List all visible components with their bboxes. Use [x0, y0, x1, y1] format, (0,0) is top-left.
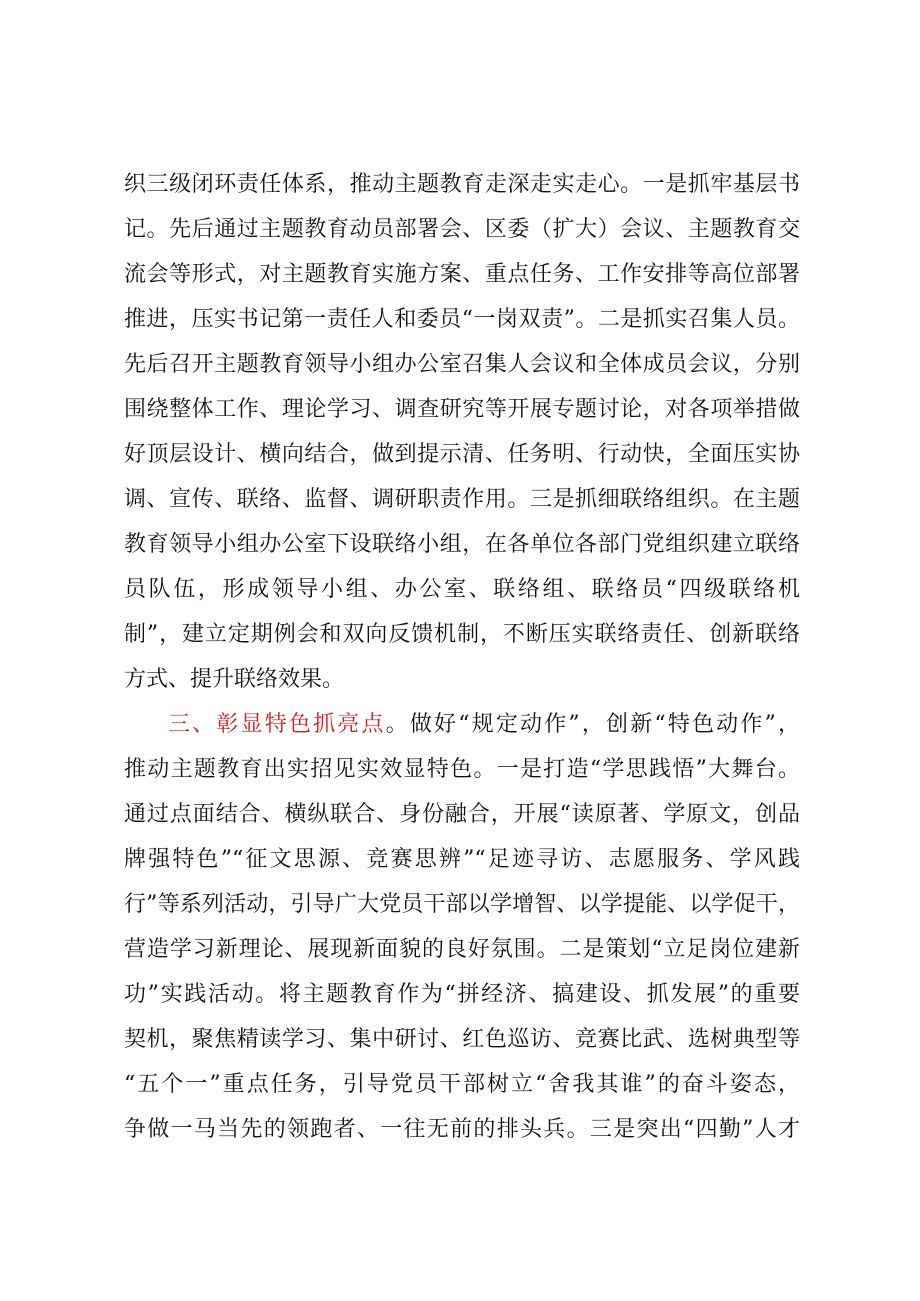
paragraph-line: 制”，建立定期例会和双向反馈机制，不断压实联络责任、创新联络 — [124, 622, 800, 647]
paragraph-line: 调、宣传、联络、监督、调研职责作用。三是抓细联络组织。在主题 — [124, 487, 800, 512]
paragraph-line: 契机，聚焦精读学习、集中研讨、红色巡访、竞赛比武、选树典型等 — [124, 1027, 800, 1052]
paragraph-line: 好顶层设计、横向结合，做到提示清、任务明、行动快，全面压实协 — [124, 442, 800, 467]
paragraph-1 — [124, 162, 800, 702]
paragraph-line: 教育领导小组办公室下设联络小组，在各单位各部门党组织建立联络 — [124, 532, 800, 557]
paragraph-line: 围绕整体工作、理论学习、调查研究等开展专题讨论，对各项举措做 — [124, 397, 800, 422]
paragraph-line: 行”等系列活动，引导广大党员干部以学增智、以学提能、以学促干， — [124, 892, 800, 917]
heading-line-text: 。做好“规定动作”，创新“特色动作”， — [385, 712, 800, 737]
paragraph-first-line — [124, 702, 800, 747]
paragraph-line: “五个一”重点任务，引导党员干部树立“舍我其谁”的奋斗姿态， — [124, 1072, 800, 1097]
paragraph-line: 织三级闭环责任体系，推动主题教育走深走实走心。一是抓牢基层书 — [124, 172, 800, 197]
paragraph-line: 功”实践活动。将主题教育作为“拼经济、搞建设、抓发展”的重要 — [124, 982, 800, 1007]
paragraph-line: 流会等形式，对主题教育实施方案、重点任务、工作安排等高位部署 — [124, 262, 800, 287]
paragraph-line: 推动主题教育出实招见实效显特色。一是打造“学思践悟”大舞台。 — [124, 757, 800, 782]
section-heading: 三、彰显特色抓亮点 — [168, 712, 386, 737]
paragraph-line: 通过点面结合、横纵联合、身份融合，开展“读原著、学原文，创品 — [124, 802, 800, 827]
paragraph-line: 牌强特色”“征文思源、竞赛思辨”“足迹寻访、志愿服务、学风践 — [124, 847, 800, 872]
paragraph-line: 推进，压实书记第一责任人和委员“一岗双责”。二是抓实召集人员。 — [124, 307, 800, 332]
paragraph-line: 员队伍，形成领导小组、办公室、联络组、联络员“四级联络机 — [124, 577, 800, 602]
paragraph-line: 方式、提升联络效果。 — [124, 667, 345, 692]
paragraph-line: 先后召开主题教育领导小组办公室召集人会议和全体成员会议，分别 — [124, 352, 800, 377]
paragraph-line: 记。先后通过主题教育动员部署会、区委（扩大）会议、主题教育交 — [124, 217, 800, 242]
paragraph-line: 营造学习新理论、展现新面貌的良好氛围。二是策划“立足岗位建新 — [124, 937, 800, 962]
paragraph-2 — [124, 702, 800, 1152]
paragraph-line: 争做一马当先的领跑者、一往无前的排头兵。三是突出“四勤”人才 — [124, 1117, 800, 1142]
